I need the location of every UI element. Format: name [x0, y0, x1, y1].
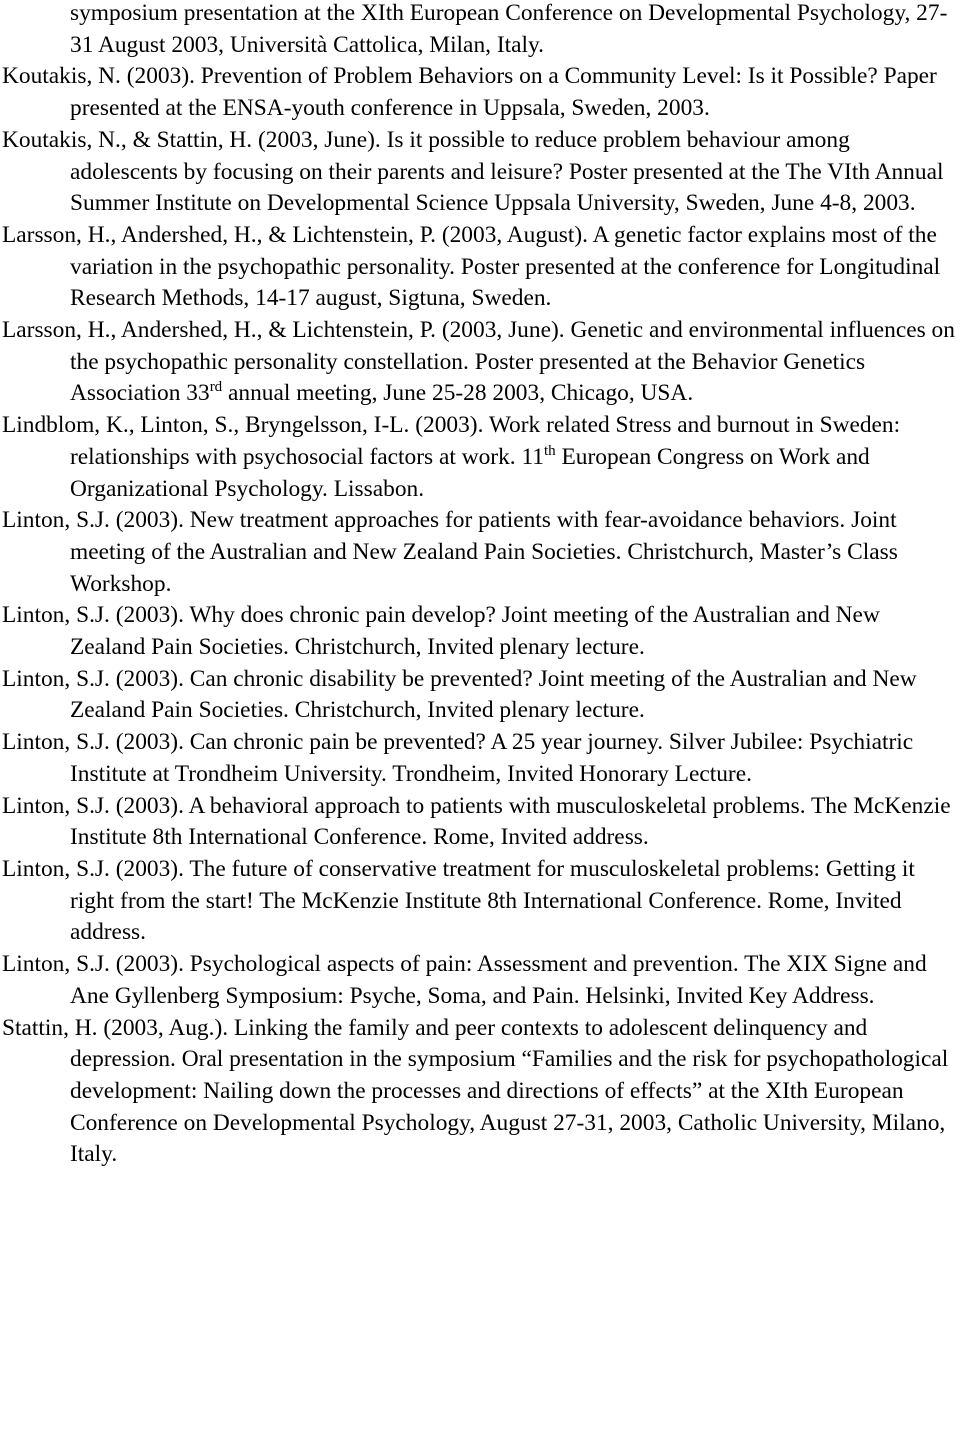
reference-entry [2, 664, 958, 727]
reference-list [2, 0, 958, 1171]
reference-entry [2, 125, 958, 220]
reference-entry [2, 1013, 958, 1172]
reference-entry [2, 61, 958, 124]
reference-text: Linton, S.J. (2003). A behavioral approach to patients with musculoskeletal problems. The McKenzie Institute 8th International Conference. Rome, Invited address. [2, 792, 951, 851]
reference-text: Linton, S.J. (2003). Can chronic pain be prevented? A 25 year journey. Silver Jubilee: Psychiatric Institute at Trondheim University. Trondheim, Invited Honorary Lecture. [2, 729, 914, 787]
reference-entry [2, 410, 958, 505]
reference-entry [2, 505, 958, 600]
reference-text: Linton, S.J. (2003). Why does chronic pain develop? Joint meeting of the Australian and New Zealand Pain Societies. Christchurch, Invited plenary lecture. [2, 602, 880, 661]
reference-text: Larsson, H., Andershed, H., & Lichtenstein, P. (2003, August). A genetic factor explains most of the variation in the psychopathic personality. Poster presented at the conference for Longitudinal Research Methods, 14-17 august, Sigtuna, Sweden. [2, 221, 941, 312]
ordinal-superscript: th [544, 442, 556, 459]
reference-entry [2, 791, 958, 854]
reference-text: Larsson, H., Andershed, H., & Lichtenstein, P. (2003, June). Genetic and environmental influences on the psychopathic personality constellation. Poster presented at the Behavior Genetics Association 33 [2, 317, 955, 407]
reference-text: Stattin, H. (2003, Aug.). Linking the family and peer contexts to adolescent delinquency and depression. Oral presentation in the symposium “Families and the risk for psychopathological development: Nailing down the processes and directions of effects” at the XIth European Conference on Developmental Psychology, August 27-31, 2003, Catholic University, Milano, Italy. [2, 1014, 949, 1168]
reference-entry [2, 315, 958, 410]
reference-entry [2, 220, 958, 315]
reference-entry [2, 949, 958, 1012]
reference-text: Linton, S.J. (2003). Psychological aspects of pain: Assessment and prevention. The XIX Signe and Ane Gyllenberg Symposium: Psyche, Soma, and Pain. Helsinki, Invited Key Address. [2, 951, 927, 1009]
reference-entry [2, 600, 958, 663]
reference-text: Lindblom, K., Linton, S., Bryngelsson, I-L. (2003). Work related Stress and burnout in Sweden: relationships with psychosocial factors at work. 11 [2, 412, 901, 470]
reference-text: European Congress on Work and Organizational Psychology. Lissabon. [70, 443, 870, 502]
reference-text: Koutakis, N. (2003). Prevention of Problem Behaviors on a Community Level: Is it Possible? Paper presented at the ENSA-youth conference in Uppsala, Sweden, 2003. [2, 63, 937, 122]
reference-text: annual meeting, June 25-28 2003, Chicago, USA. [222, 380, 694, 407]
reference-text: symposium presentation at the XIth European Conference on Developmental Psychology, 27-31 August 2003, Università Cattolica, Milan, Italy. [70, 0, 948, 58]
reference-text: Koutakis, N., & Stattin, H. (2003, June). Is it possible to reduce problem behaviour among adolescents by focusing on their parents and leisure? Poster presented at the The VIth Annual Summer Institute on Developmental Science Uppsala University, Sweden, June 4-8, 2003. [2, 126, 944, 217]
reference-entry-continued [2, 0, 958, 61]
reference-text: Linton, S.J. (2003). New treatment approaches for patients with fear-avoidance behaviors. Joint meeting of the Australian and New Zealand Pain Societies. Christchurch, Master’s Class Workshop. [2, 507, 898, 597]
ordinal-superscript: rd [209, 379, 223, 396]
reference-entry [2, 854, 958, 949]
reference-text: Linton, S.J. (2003). The future of conservative treatment for musculoskeletal problems: Getting it right from the start! The McKenzie Institute 8th International Conference. Rome, Invited address. [2, 855, 915, 946]
reference-entry [2, 727, 958, 790]
reference-text: Linton, S.J. (2003). Can chronic disability be prevented? Joint meeting of the Australian and New Zealand Pain Societies. Christchurch, Invited plenary lecture. [2, 665, 917, 724]
